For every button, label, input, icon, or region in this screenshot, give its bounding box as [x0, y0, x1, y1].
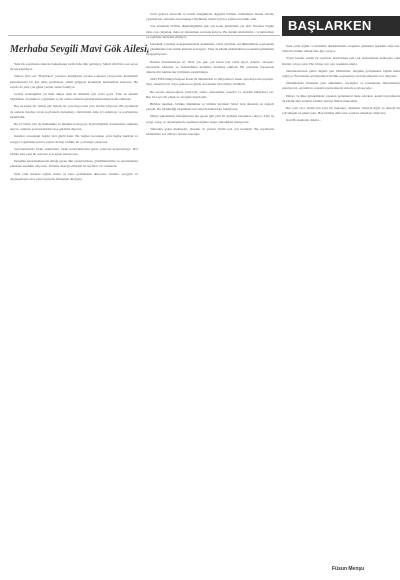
paragraph: Keyifli okumalar dileriz...: [286, 118, 322, 123]
paragraph: Her ne kadar bir zaman güç bulsak da, aynı heyecanla yola devam ediyoruz. Bu sayımızda da sizlerle beraber ortak paydalarda buluşmayı, birbirimizi daha iyi anlamayı ve paylaşmayı hedefledik.: [10, 104, 138, 119]
paragraph: Yeni yılda sağlık ve mutluluk dileklerimizle, hepinize gönülden teşekkür ediyoruz. Sizlerle birlikte olmak bize güç veriyor.: [282, 44, 400, 54]
paragraph: İnsanlar arasındaki bağlar bizi güçlü kılar. Bu bağları korumak, yeni bağlar kurmak ve sevgiyi çoğaltmak için bu sayıda da hep birlikte bir yolculuğa çıkıyoruz.: [10, 134, 138, 144]
paragraph: Her yeni sayı, bizim için yeni bir başlangıç demektir. Sizlerin ilgisi ve desteği bu yolculuğun en güzel yanı. Hep birlikte daha nice sayılara ulaşmayı diliyoruz.: [282, 106, 400, 116]
paragraph: Önümüzdeki dönemde yeni etkinlikler, söyleşiler ve buluşmalar düzenlemeyi planlıyoruz. Ayrıntıları sonraki sayılarımızda sizlerle paylaşacağız.: [282, 81, 400, 91]
text-column-1: [10, 62, 138, 548]
paragraph: Geride bıraktığımız yıl hem dünya hem de ülkemiz için zorlu geçti. Yine de umudu büyütmek, dostlukları çoğaltmak ve bir arada olmanın gücünü hatırlamak bizim elimizde.: [10, 92, 138, 102]
paragraph: Bu yıl bizler için de mutlulukla ve hüzünle dolu geçti. Kaybettiğimiz dostlarımızı rahmetle anıyor, aramıza yeni katılanlara hoş geldiniz diyoruz.: [10, 122, 138, 132]
paragraph: 2022 FIFA Dünya Kupası Katar'da düzenlendi ve milyonlarca insan aynı heyecanı paylaştı. Spor, insanları bir araya getiren en güçlü araçlardan biri olmayı sürdürdü.: [146, 77, 274, 87]
paragraph: Son dönemde birlikte düşündüğümüz pek çok konu gündemde yer aldı. İnsanlar bugün daha çok çalışmak, daha az dinlenmek zorunda kalıyor. Bu durum ailelerimizi, çocuklarımızı ve toplumu derinden etkiliyor.: [146, 24, 274, 39]
paragraph: Yeni yılın herkese sağlık, huzur ve barış getirmesini diliyoruz. Umutla, sevgiyle ve dayanışmayla nice yeni sayılarda buluşmak dileğiyle.: [10, 171, 138, 181]
text-column-3: [282, 44, 400, 524]
text-column-2: [146, 12, 274, 548]
paragraph: Yeni ilk sayımızda sizlerle buluşmanın tarifi daha dile gelmiyor. Şimdi 2022'nin son sayısı ile karşınızdayız.: [10, 62, 138, 72]
author-signature: Füsun Menşu: [332, 566, 365, 572]
paragraph: Hemen hatırlamalıyız ki, 2022 yılı pek çok insan için zorlu geçti. Afetler, savaşlar, ekonomik sıkıntılar ve belirsizlikler hepimizi derinden etkiledi. Bu zorluklar karşısında umudu diri tutmak her birimizin sorumluluğu.: [146, 59, 274, 75]
paragraph: Okurlarımızdan gelen değerli geri bildirimler, derginin gelişmesine büyük katkı sağlıyor. Bu nedenle görüşlerinizi bizimle paylaşmaya devam etmenizi rica ediyoruz.: [282, 68, 400, 79]
article-title: Merhaba Sevgili Mavi Gök Ailesi,: [10, 44, 150, 55]
paragraph: Birlikte okumak, birlikte düşünmek ve birlikte üretmek; Mavi Gök ailesinin en değerli yanıdır. Bu birlikteliği büyütmek için sizlerin katkılarını bekliyoruz.: [146, 102, 274, 112]
paragraph: Dünya ve ülke gündeminde yaşanan gelişmeleri takip ederken, kendi hayatımızda da küçük ama anlamlı adımlar atmayı ihmal etmeyelim.: [282, 93, 400, 103]
paragraph: Gündelik yaşamın koşuşturmasında kendimize vakit ayırmak, sevdiklerimizle paylaşmak ve güzellikleri fark etmek giderek zorlaşıyor. Yine de küçük mutlulukların peşinden gitmekten vazgeçmiyoruz.: [146, 42, 274, 57]
paragraph: Dünya gündemine baktığımızda her geçen gün yeni bir gelişme karşımıza çıkıyor. Yine de sevgi, saygı ve dayanışma ile aşamayacağımız engel olmadığına inanıyoruz.: [146, 114, 274, 124]
paragraph: Sayfalarımızda farklı alanlardan, farklı deneyimlerden gelen yazılarla karşınızdayız. Her birinin size yeni bir pencere açacağına inanıyoruz.: [10, 146, 138, 157]
paragraph: Gelir getirici ekonomi ve kendi emeğimizin değerini bilmek, birbirimize destek olmak, yaşamın her alanında dayanışmayı büyütmek bizim için her zaman öncelikli oldu.: [146, 12, 274, 22]
paragraph: Sizlerden gelen mektuplar, öneriler ve yazılar bizim için çok kıymetli. Bu sayfalarda birbirimize ses olmaya devam edeceğiz.: [146, 126, 274, 137]
section-header: BAŞLARKEN: [282, 16, 400, 36]
paragraph: Sizlere yine son "Başlarken" yazısını, kaldığımız yerden coşkuyla yazıyorum. Kendimizi katkılarınızla bir kez daha yenilerken, şimdi gölgeyle kendimizi hatırlatmak istiyoruz. Bu sayıda da yine çok güzel yazılar sizleri bekliyor.: [10, 74, 138, 89]
paragraph: Yayın kurulu olarak bu sayımızı hazırlarken pek çok dostumuzun katkısıyla yeni fikirler ortaya çıktı. Her birine ayrı ayrı teşekkür ederiz.: [282, 56, 400, 66]
paragraph: Derginin hazırlanmasında emeği geçen tüm yazarlarımıza, gönüllülerimize ve okurlarımıza yürekten teşekkür ediyoruz. Sizlerin desteği olmadan bu sayfalar var olamazdı.: [10, 159, 138, 169]
paragraph: Bu sayıda okuyacağınız yazılarda; anılar, deneyimler, öneriler ve dostluk hikâyeleri var. Her biri ayrı bir emek ve sevgiyle hazırlandı.: [146, 89, 274, 99]
